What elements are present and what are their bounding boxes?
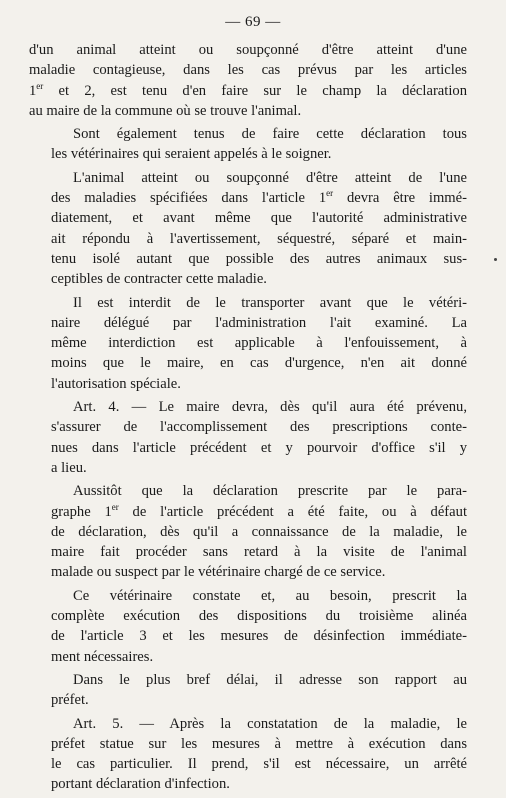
paragraph <box>29 481 467 582</box>
text-line: d'un animal atteint ou soupçonné d'être atteint d'une <box>29 42 467 58</box>
text-line: l'autorisation spéciale. <box>51 375 181 392</box>
text-line: Il est interdit de le transporter avant que le vétéri- <box>73 294 467 311</box>
text-line: Ce vétérinaire constate et, au besoin, prescrit la <box>73 587 467 604</box>
text-line: L'animal atteint ou soupçonné d'être atteint de l'une <box>73 169 467 186</box>
text-line: nues dans l'article précédent et y pourvoir d'office s'il y <box>51 439 467 456</box>
text-line: s'assurer de l'accomplissement des prescriptions conte- <box>51 419 467 436</box>
text-line: Art. 5. — Après la constatation de la maladie, le <box>73 715 467 732</box>
text-line: Sont également tenus de faire cette déclaration tous <box>73 126 467 143</box>
paragraph <box>29 124 467 165</box>
text-line: Dans le plus bref délai, il adresse son rapport au <box>73 671 467 688</box>
text-line: des maladies spécifiées dans l'article 1er devra être immé- <box>51 188 467 207</box>
text-line: préfet. <box>51 692 89 709</box>
text-line: complète exécution des dispositions du troisième alinéa <box>51 608 467 625</box>
text-line: a lieu. <box>51 459 87 476</box>
paragraph <box>29 40 467 121</box>
text-line: portant déclaration d'infection. <box>51 776 230 793</box>
page-number: — 69 — <box>225 14 281 30</box>
text-line: 1er et 2, est tenu d'en faire sur le champ la déclaration <box>29 80 467 99</box>
text-line: même interdiction est applicable à l'enfouissement, à <box>51 335 467 352</box>
text-line: de l'article 3 et les mesures de désinfection immédiate- <box>51 628 467 645</box>
text-line: malade ou suspect par le vétérinaire chargé de ce service. <box>51 564 386 581</box>
text-line: moins que le maire, en cas d'urgence, n'en ait donné <box>51 355 467 372</box>
text-line: préfet statue sur les mesures à mettre à exécution dans <box>51 735 467 752</box>
page-body <box>29 40 467 798</box>
text-line: le cas particulier. Il prend, s'il est nécessaire, un arrêté <box>51 756 467 773</box>
paragraph <box>29 168 467 290</box>
text-line: maladie contagieuse, dans les cas prévus par les articles <box>29 62 467 79</box>
text-line: ceptibles de contracter cette maladie. <box>51 271 267 288</box>
paragraph <box>29 397 467 478</box>
text-line: ait répondu à l'avertissement, séquestré, séparé et main- <box>51 230 467 247</box>
text-line: tenu isolé autant que possible des autres animaux sus- <box>51 250 467 267</box>
text-line: graphe 1er de l'article précédent a été faite, ou à défaut <box>51 501 467 520</box>
text-line: diatement, et avant même que l'autorité administrative <box>51 210 467 227</box>
text-line: Art. 4. — Le maire devra, dès qu'il aura été prévenu, <box>73 399 467 416</box>
text-line: les vétérinaires qui seraient appelés à le soigner. <box>51 146 332 163</box>
paragraph <box>29 714 467 795</box>
paper-speck <box>494 258 497 261</box>
text-line: de déclaration, dès qu'il a connaissance de la maladie, le <box>51 523 467 540</box>
paragraph <box>29 293 467 394</box>
paragraph <box>29 586 467 667</box>
text-line: au maire de la commune où se trouve l'animal. <box>29 102 302 119</box>
text-line: Aussitôt que la déclaration prescrite par le para- <box>73 483 467 500</box>
text-line: ment nécessaires. <box>51 648 154 665</box>
paragraph <box>29 670 467 711</box>
text-line: naire délégué par l'administration l'ait examiné. La <box>51 314 467 331</box>
text-line: maire fait procéder sans retard à la visite de l'animal <box>51 544 467 561</box>
